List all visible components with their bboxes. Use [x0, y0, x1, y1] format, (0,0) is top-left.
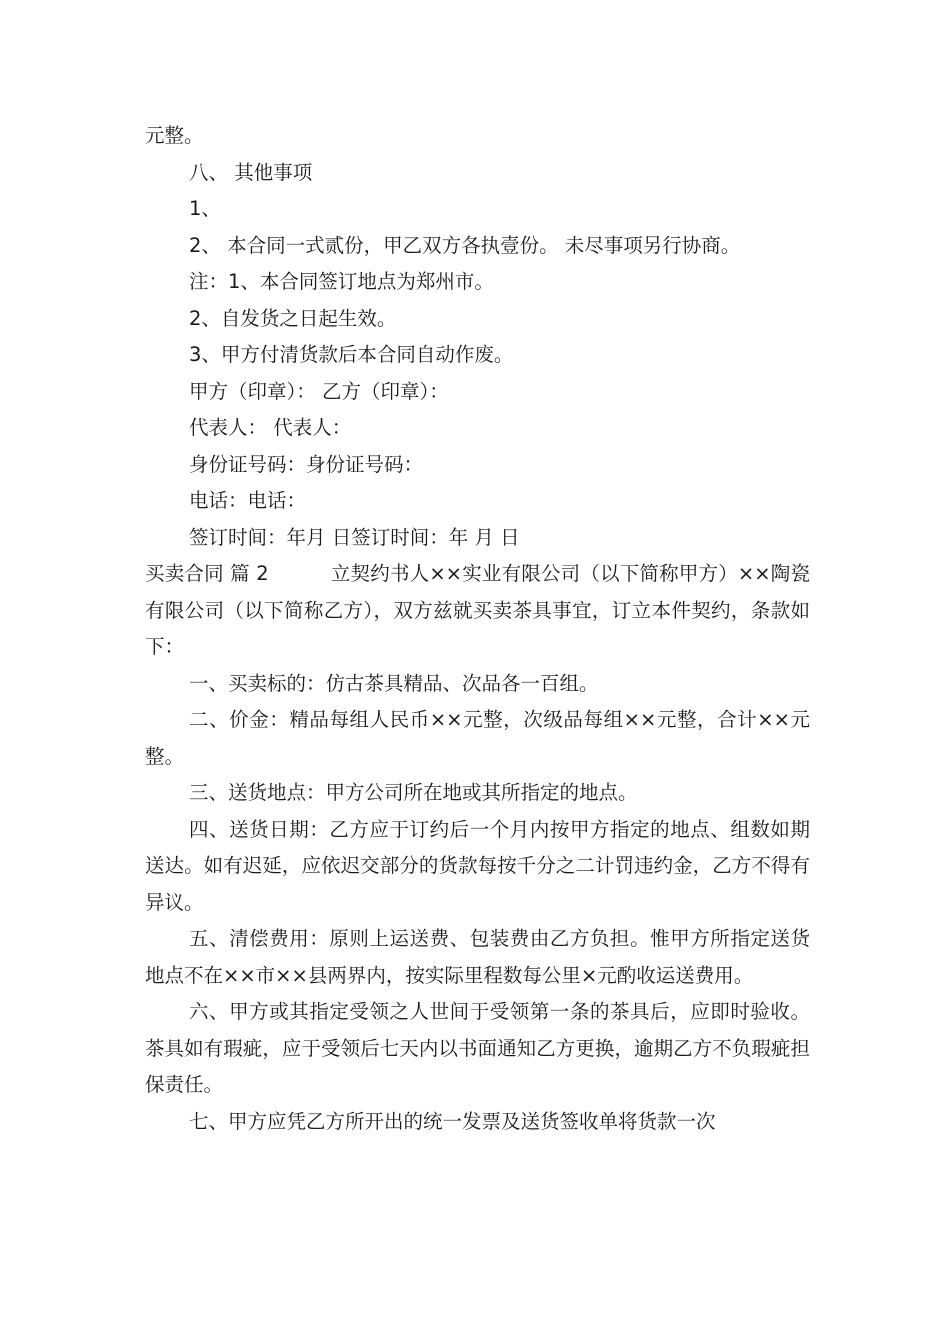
clause-3: 三、送货地点：甲方公司所在地或其所指定的地点。: [189, 781, 638, 804]
clause-1: 一、买卖标的：仿古茶具精品、次品各一百组。: [189, 671, 599, 695]
note-line-2: 2、自发货之日起生效。: [189, 306, 397, 330]
clause-5: 五、清偿费用：原则上运送费、包装费由乙方负担。惟甲方所指定送货地点不在××市××县两界内，按实际里程数每公里×元酌收运送费用。: [145, 927, 810, 987]
signature-id-number-line: 身份证号码：身份证号码：: [189, 452, 424, 476]
section-heading-other-matters: 八、 其他事项: [189, 160, 313, 184]
contract-2-preamble: 立契约书人××实业有限公司（以下简称甲方）××陶瓷有限公司（以下简称乙方），双方兹就买卖茶具事宜，订立本件契约，条款如下：: [145, 562, 810, 658]
clause-6: 六、甲方或其指定受领之人世间于受领第一条的茶具后，应即时验收。茶具如有瑕疵，应于受领后七天内以书面通知乙方更换，逾期乙方不负瑕疵担保责任。: [145, 1000, 810, 1096]
note-line-3: 3、甲方付清货款后本合同自动作废。: [189, 343, 514, 366]
clause-7: 七、甲方应凭乙方所开出的统一发票及送货签收单将货款一次: [189, 1109, 716, 1133]
signature-seal-line: 甲方（印章）： 乙方（印章）：: [189, 379, 449, 403]
clause-2: 二、价金：精品每组人民币××元整，次级品每组××元整，合计××元整。: [145, 708, 810, 768]
contract-2-title: 买卖合同 篇 2: [145, 562, 269, 585]
paragraph-continuation: 元整。: [145, 124, 204, 147]
contract-2-intro: [145, 556, 810, 666]
signature-representative-line: 代表人： 代表人：: [189, 416, 352, 439]
signature-date-line: 签订时间：年月 日签订时间：年 月 日: [189, 525, 520, 549]
clause-4: 四、送货日期：乙方应于订约后一个月内按甲方指定的地点、组数如期送达。如有迟延，应依迟交部分的货款每按千分之二计罚违约金，乙方不得有异议。: [145, 817, 810, 914]
document-body: [145, 118, 810, 1140]
note-line-1: 注：1、本合同签订地点为郑州市。: [189, 270, 494, 293]
signature-phone-line: 电话：电话：: [189, 489, 307, 512]
list-item-2: 2、 本合同一式贰份，甲乙双方各执壹份。 未尽事项另行协商。: [189, 233, 741, 257]
list-item-1: 1、: [189, 197, 221, 220]
